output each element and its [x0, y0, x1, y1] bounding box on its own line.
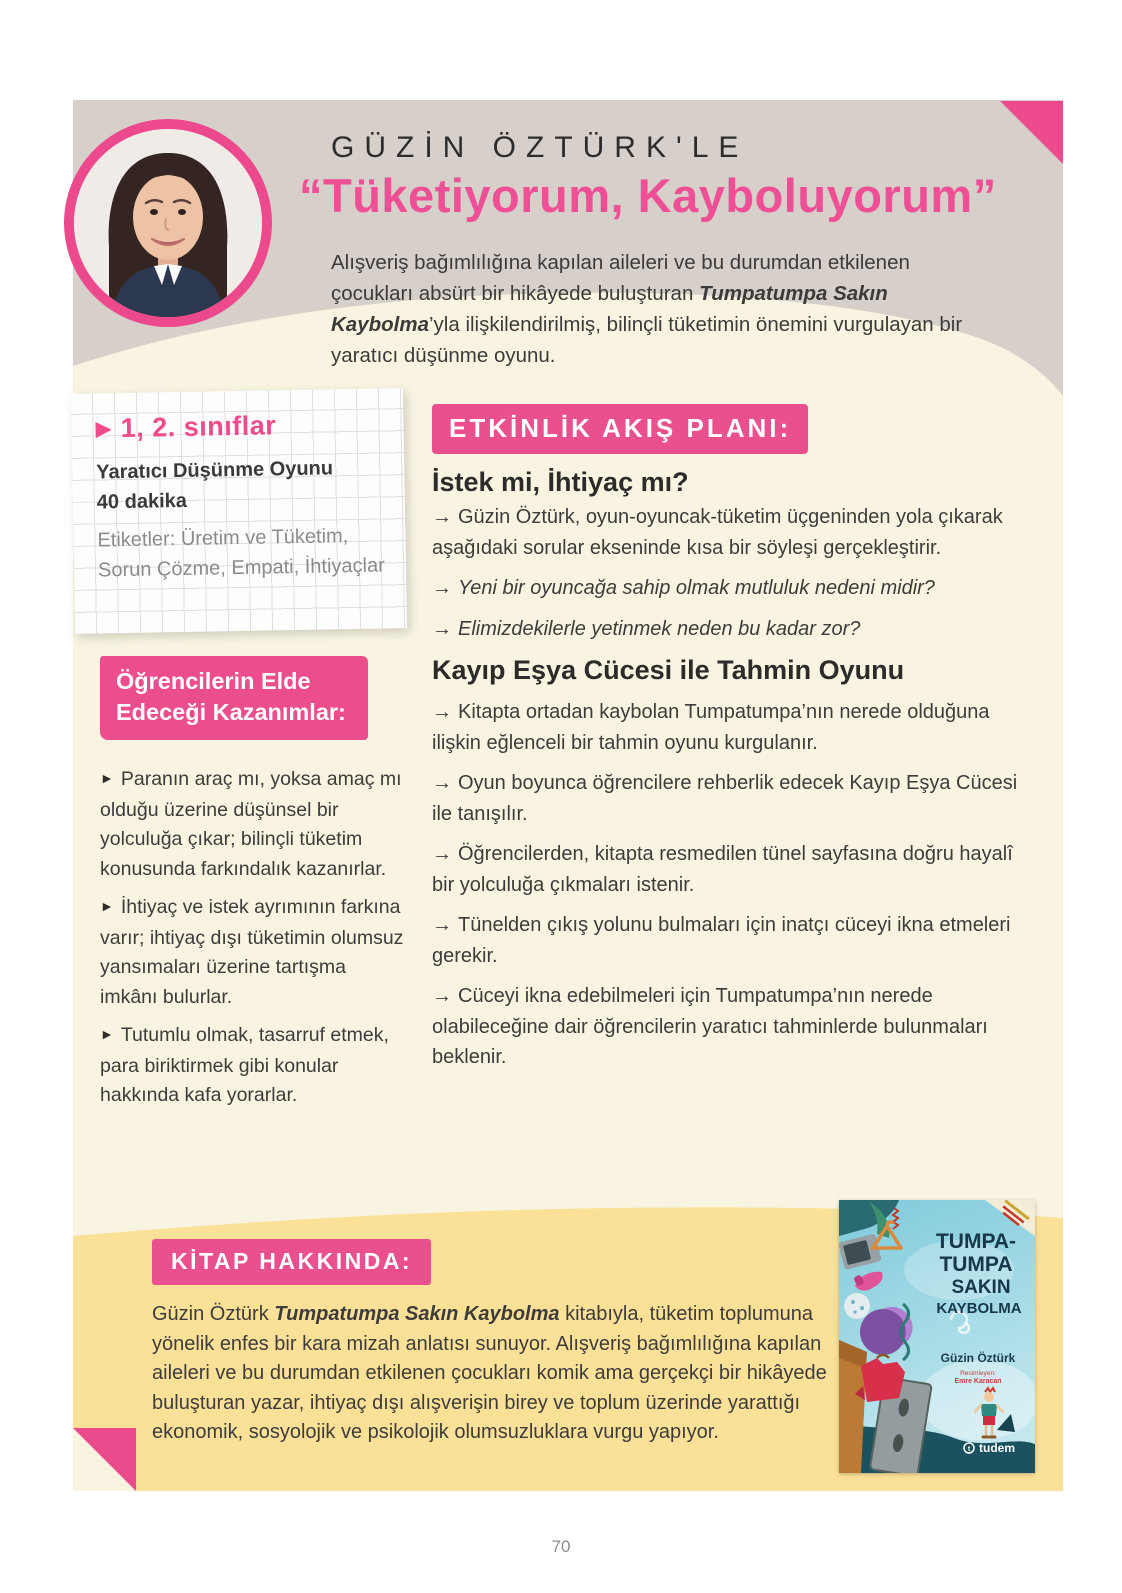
cover-author: Güzin Öztürk	[940, 1351, 1016, 1365]
arrow-icon: →	[432, 914, 452, 936]
plan-bullet-text: Elimizdekilerle yetinmek neden bu kadar zor?	[458, 617, 861, 640]
gains-item-text: Paranın araç mı, yoksa amaç mı olduğu üzerine düşünsel bir yolculuğa çıkar; bilinçli tüketim konusunda farkındalık kazanırlar.	[100, 768, 402, 880]
plan-section-2-list	[432, 697, 1038, 1083]
page-title: “Tüketiyorum, Kayboluyorum”	[299, 169, 997, 222]
gains-item	[100, 765, 408, 884]
plan-bullet	[432, 697, 1038, 758]
grade-label: 1, 2. sınıflar	[120, 410, 277, 444]
cover-illustrator: Emre Karacan	[954, 1378, 1002, 1385]
author-photo	[64, 119, 272, 327]
arrow-icon: →	[432, 985, 452, 1007]
activity-type: Yaratıcı Düşünme Oyunu	[96, 457, 334, 484]
text-segment: Tumpatumpa Sakın Kaybolma	[274, 1303, 560, 1325]
gains-title-box: Öğrencilerin Elde Edeceği Kazanımlar:	[100, 656, 368, 740]
arrow-icon: →	[432, 772, 452, 794]
arrow-icon: →	[432, 617, 452, 640]
plan-bullet-text: Öğrencilerden, kitapta resmedilen tünel sayfasına doğru hayalî bir yolculuğa çıkmaları istenir.	[432, 843, 1013, 896]
text-segment: Alışveriş bağımlılığına kapılan aileleri ve bu durumdan etkilenen çocukları absürt bir hikâyede buluşturan	[331, 251, 910, 305]
corner-fold-bottom-icon	[73, 1428, 136, 1491]
activity-tags: Etiketler: Üretim ve Tüketim, Sorun Çözme, Empati, İhtiyaçlar	[97, 525, 385, 582]
text-segment: kitabıyla, tüketim toplumuna yönelik enfes bir kara mizah anlatısı sunuyor. Alışveriş bağımlılığına kapılan aileleri ve bu durumdan etkilenen çocukları komik ama gerçekçi bir hikâyede buluşturan yazar, ihtiyaç dışı alışverişin birey ve toplum üzerinde yarattığı ekonomik, sosyolojik ve psikolojik olumsuzluklara vurgu yapıyor.	[152, 1303, 827, 1443]
triangle-bullet-icon: ►	[100, 898, 114, 914]
arrow-icon: →	[432, 701, 452, 723]
gains-item-text: Tutumlu olmak, tasarruf etmek, para biriktirmek gibi konular hakkında kafa yorarlar.	[100, 1024, 389, 1106]
plan-section-1-heading: İstek mi, İhtiyaç mı?	[432, 467, 689, 497]
plan-bullet	[432, 768, 1038, 829]
plan-bullet-text: Güzin Öztürk, oyun-oyuncak-tüketim üçgeninden yola çıkarak aşağıdaki sorular ekseninde kısa bir söyleşi gerçekleştirir.	[432, 506, 1003, 559]
plan-bullet	[432, 502, 1038, 563]
activity-duration: 40 dakika	[96, 489, 188, 514]
cover-title-line: KAYBOLMA	[936, 1300, 1022, 1317]
cover-title-line: SAKIN	[951, 1277, 1011, 1298]
intro-paragraph	[331, 247, 993, 371]
gains-item	[100, 893, 408, 1012]
grade-info-card	[71, 388, 407, 634]
about-banner: KİTAP HAKKINDA:	[152, 1239, 431, 1285]
plan-bullet-text: Tünelden çıkış yolunu bulmaları için inatçı cüceyi ikna etmeleri gerekir.	[432, 914, 1011, 967]
arrow-icon: →	[432, 843, 452, 865]
gains-item	[100, 1021, 408, 1111]
cover-title-line: TUMPA-	[935, 1230, 1017, 1253]
triangle-bullet-icon: ►	[100, 1026, 114, 1042]
plan-banner: ETKİNLİK AKIŞ PLANI:	[432, 404, 808, 454]
arrow-icon: →	[432, 577, 452, 599]
plan-bullet	[432, 981, 1038, 1073]
page-number: 70	[551, 1537, 571, 1556]
gains-item-text: İhtiyaç ve istek ayrımının farkına varır; ihtiyaç dışı tüketimin olumsuz yansımaları üzerine tartışma imkânı bulurlar.	[100, 896, 404, 1008]
plan-bullet-text: Yeni bir oyuncağa sahip olmak mutluluk nedeni midir?	[458, 577, 935, 599]
text-segment: ’yla ilişkilendirilmiş, bilinçli tüketimin önemini vurgulayan bir yaratıcı düşünme oyunu.	[331, 313, 963, 367]
cover-title-line: TUMPA	[939, 1253, 1013, 1276]
cover-illustrator-label: Resimleyen:	[960, 1370, 996, 1377]
plan-bullet-text: Oyun boyunca öğrencilere rehberlik edecek Kayıp Eşya Cücesi ile tanışılır.	[432, 772, 1018, 825]
svg-text:t: t	[967, 1446, 971, 1453]
plan-bullet	[432, 614, 1038, 645]
plan-bullet-text: Kitapta ortadan kaybolan Tumpatumpa’nın nerede olduğuna ilişkin eğlenceli bir tahmin oyunu kurgulanır.	[432, 701, 990, 754]
arrow-icon: →	[432, 506, 452, 528]
gains-list	[100, 765, 408, 1120]
plan-bullet	[432, 910, 1038, 971]
cover-publisher: tudem	[979, 1441, 1015, 1455]
author-portrait-illustration	[74, 129, 262, 317]
grade-row	[95, 408, 385, 444]
text-segment: Tumpatumpa Sakın Kaybolma	[331, 282, 888, 336]
plan-section-2-heading: Kayıp Eşya Cücesi ile Tahmin Oyunu	[432, 655, 905, 685]
triangle-bullet-icon: ►	[100, 770, 114, 786]
plan-bullet	[432, 573, 1038, 604]
author-kicker: GÜZİN ÖZTÜRK'LE	[331, 131, 749, 164]
text-segment: Güzin Öztürk	[152, 1303, 275, 1325]
plan-bullet-text: Cüceyi ikna edebilmeleri için Tumpatumpa’nın nerede olabileceğine dair öğrencilerin yaratıcı tahminlerde bulunmaları beklenir.	[432, 985, 988, 1068]
plan-section-1-list	[432, 502, 1038, 654]
activity-meta	[96, 452, 387, 517]
about-paragraph	[152, 1300, 828, 1448]
play-icon: ▶	[95, 417, 112, 441]
plan-bullet	[432, 839, 1038, 900]
book-cover	[839, 1200, 1035, 1473]
